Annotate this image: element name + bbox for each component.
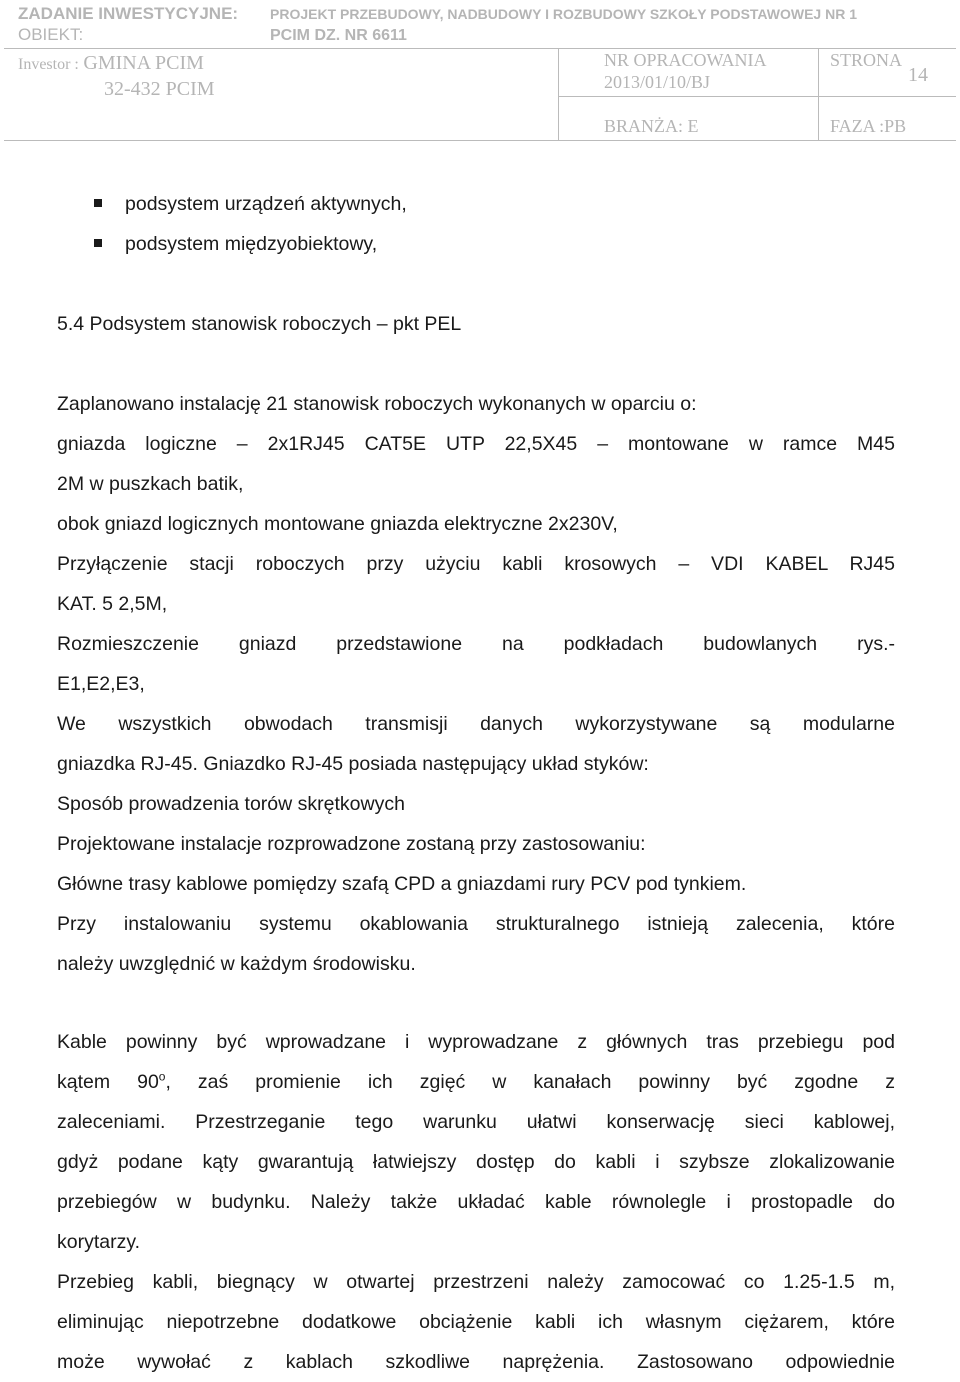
investor-address: 32-432 PCIM bbox=[104, 78, 215, 100]
nr-opracowania-label: NR OPRACOWANIA bbox=[604, 50, 767, 70]
text-line: E1,E2,E3, bbox=[57, 673, 145, 695]
spacer bbox=[57, 344, 895, 384]
strona-label: STRONA bbox=[830, 50, 903, 70]
text-fragment: kątem 90 bbox=[57, 1071, 159, 1093]
text-line: Przebieg kabli, biegnący w otwartej przestrzeni należy zamocować co 1.25-1.5 m, bbox=[57, 1271, 895, 1293]
text-line: gdyż podane kąty gwarantują łatwiejszy dostęp do kabli i szybsze zlokalizowanie bbox=[57, 1151, 895, 1173]
branza-label: BRANŻA: E bbox=[604, 116, 699, 136]
bullet-square-icon bbox=[94, 239, 102, 247]
document-header-top bbox=[4, 0, 956, 49]
text-line: Projektowane instalacje rozprowadzone zostaną przy zastosowaniu: bbox=[57, 833, 646, 855]
text-line: KAT. 5 2,5M, bbox=[57, 593, 168, 615]
text-line: przebiegów w budynku. Należy także układać kable równolegle i prostopadle do bbox=[57, 1191, 895, 1213]
list-item-text: podsystem urządzeń aktywnych, bbox=[125, 193, 407, 215]
list-item bbox=[57, 184, 895, 224]
text-line bbox=[57, 1062, 895, 1102]
investor-label: Investor : bbox=[18, 56, 79, 73]
text-line: może wywołać z kablach szkodliwe naprężenia. Zastosowano odpowiednie bbox=[57, 1351, 895, 1373]
document-header-grid bbox=[4, 48, 956, 141]
text-line: Przy instalowaniu systemu okablowania strukturalnego istnieją zalecenia, które bbox=[57, 913, 895, 935]
text-line: korytarzy. bbox=[57, 1231, 141, 1253]
investor-line bbox=[18, 52, 204, 75]
object-value: PCIM DZ. NR 6611 bbox=[270, 27, 407, 44]
investor-name: GMINA PCIM bbox=[83, 52, 204, 74]
faza-label: FAZA :PB bbox=[830, 116, 907, 136]
paragraph-installation bbox=[57, 384, 895, 984]
task-value: PROJEKT PRZEBUDOWY, NADBUDOWY I ROZBUDOWY SZKOŁY PODSTAWOWEJ NR 1 bbox=[270, 6, 858, 22]
text-line: Zaplanowano instalację 21 stanowisk roboczych wykonanych w oparciu o: bbox=[57, 393, 697, 415]
text-line: zaleceniami. Przestrzeganie tego warunku ułatwi konserwację sieci kablowej, bbox=[57, 1111, 895, 1133]
text-line: Kable powinny być wprowadzane i wyprowadzane z głównych tras przebiegu pod bbox=[57, 1031, 895, 1053]
paragraph-cable-mounting bbox=[57, 1262, 895, 1382]
text-line: We wszystkich obwodach transmisji danych wykorzystywane są modularne bbox=[57, 713, 895, 735]
text-line: eliminując niepotrzebne dodatkowe obciążenie kabli ich własnym ciężarem, które bbox=[57, 1311, 895, 1333]
header-divider bbox=[818, 48, 819, 140]
header-object-line bbox=[18, 25, 407, 45]
header-divider bbox=[558, 96, 956, 97]
section-heading: 5.4 Podsystem stanowisk roboczych – pkt PEL bbox=[57, 313, 462, 335]
text-fragment: , zaś promienie ich zgięć w kanałach powinny być zgodne z bbox=[165, 1071, 895, 1093]
spacer bbox=[57, 984, 895, 1022]
degree-superscript: o bbox=[158, 1069, 166, 1084]
text-line: gniazda logiczne – 2x1RJ45 CAT5E UTP 22,5X45 – montowane w ramce M45 bbox=[57, 433, 895, 455]
paragraph-cable-routing bbox=[57, 1022, 895, 1262]
text-line: 2M w puszkach batik, bbox=[57, 473, 244, 495]
header-divider bbox=[558, 48, 559, 140]
text-line: gniazdka RJ-45. Gniazdko RJ-45 posiada następujący układ styków: bbox=[57, 753, 649, 775]
object-label: OBIEKT: bbox=[18, 25, 84, 44]
text-line: obok gniazd logicznych montowane gniazda elektryczne 2x230V, bbox=[57, 513, 618, 535]
text-line: Rozmieszczenie gniazd przedstawione na podkładach budowlanych rys.- bbox=[57, 633, 895, 655]
document-body bbox=[57, 184, 895, 1382]
nr-opracowania-value: 2013/01/10/BJ bbox=[604, 72, 711, 92]
header-task-line bbox=[18, 4, 857, 24]
text-line: Główne trasy kablowe pomiędzy szafą CPD a gniazdami rury PCV pod tynkiem. bbox=[57, 873, 747, 895]
list-item bbox=[57, 224, 895, 264]
text-line: Przyłączenie stacji roboczych przy użyciu kabli krosowych – VDI KABEL RJ45 bbox=[57, 553, 895, 575]
task-label: ZADANIE INWESTYCYJNE: bbox=[18, 4, 239, 23]
list-item-text: podsystem międzyobiektowy, bbox=[125, 233, 378, 255]
bullet-square-icon bbox=[94, 199, 102, 207]
bullet-list bbox=[57, 184, 895, 264]
text-line: Sposób prowadzenia torów skrętkowych bbox=[57, 793, 405, 815]
text-line: należy uwzględnić w każdym środowisku. bbox=[57, 953, 416, 975]
page-number: 14 bbox=[908, 64, 928, 86]
